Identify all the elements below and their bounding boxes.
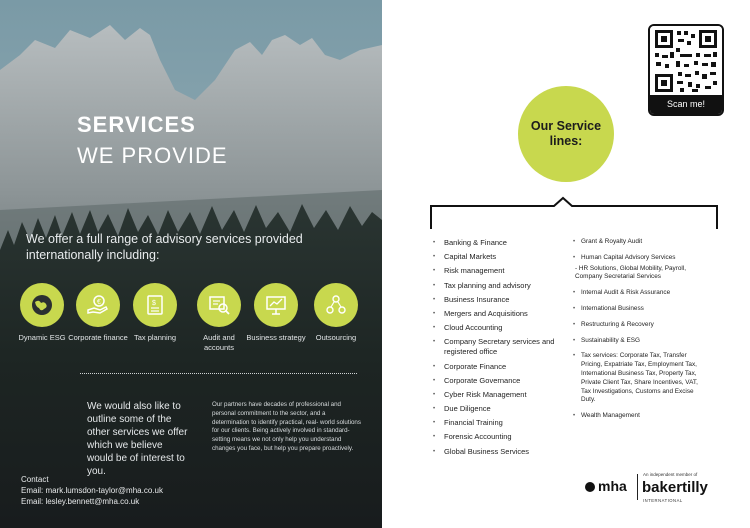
mha-mark-icon — [585, 482, 595, 492]
service-item-strategy — [246, 283, 306, 343]
service-line-text: • Tax planning and advisory — [444, 280, 531, 290]
contact-email-2[interactable]: Email: lesley.bennett@mha.co.uk — [21, 497, 140, 506]
intro-text: We offer a full range of advisory services provided internationally including: — [26, 232, 303, 262]
service-line-item — [575, 412, 705, 421]
service-item-audit — [189, 283, 249, 353]
service-line-item — [440, 309, 570, 319]
service-line-item — [440, 337, 570, 357]
contact-email-1[interactable]: Email: mark.lumsdon-taylor@mha.co.uk — [21, 486, 163, 495]
service-list-right — [575, 238, 705, 428]
service-line-text: • Financial Training — [444, 418, 503, 428]
service-line-text: • Mergers and Acquisitions — [444, 308, 528, 318]
mha-logo: mha — [585, 478, 627, 494]
service-line-text: • Human Capital Advisory Services — [581, 253, 676, 261]
service-line-text: • Global Business Services — [444, 446, 530, 456]
service-item-esg — [12, 283, 72, 343]
service-line-item — [575, 305, 705, 314]
qr-code-icon — [650, 26, 722, 96]
globe-icon — [20, 283, 64, 327]
service-line-text: • Cyber Risk Management — [444, 389, 527, 399]
international-text: INTERNATIONAL — [643, 498, 683, 503]
service-lines-title: lines: — [549, 134, 583, 148]
service-line-text: • Cloud Accounting — [444, 323, 503, 333]
service-line-text: - HR Solutions, Global Mobility, Payroll, Company Secretarial Services — [575, 264, 687, 281]
service-line-item — [440, 323, 570, 333]
people-network-icon — [314, 283, 358, 327]
service-line-text: • Company Secretary services and registered office — [444, 337, 555, 357]
hand-coin-icon — [76, 283, 120, 327]
service-label: Tax planning — [133, 333, 177, 342]
service-line-item — [575, 289, 705, 298]
service-line-text: • Banking & Finance — [444, 238, 507, 247]
bracket-divider — [430, 196, 718, 230]
service-line-item — [440, 390, 570, 400]
service-line-item — [440, 281, 570, 291]
service-line-text: • Corporate Governance — [444, 375, 521, 385]
service-line-item — [575, 238, 705, 247]
service-item-outsourcing — [306, 283, 366, 343]
outline-text: We would also like to outline some of the other services we offer which we believe would be of interest to you. — [87, 401, 188, 477]
service-line-item — [440, 362, 570, 372]
svg-text:$: $ — [152, 300, 156, 307]
service-line-item — [440, 295, 570, 305]
service-line-item — [440, 252, 570, 262]
service-line-text: • Capital Markets — [444, 252, 497, 262]
service-line-item — [575, 337, 705, 346]
service-line-subtext — [575, 265, 705, 283]
service-item-corporate-finance — [68, 283, 128, 343]
service-label: Audit and accounts — [203, 333, 235, 352]
service-list-left — [440, 238, 570, 461]
service-line-text: • Sustainability & ESG — [581, 336, 640, 344]
service-line-item — [440, 404, 570, 414]
partners-text: Our partners have decades of professional and personal commitment to the sector, and a determination to identify practical, real- world solutions for our clients. Being actively involved in standard-setting means we not only help you understand changes you face, but help you prepare proactively. — [212, 401, 361, 452]
tax-document-icon — [133, 283, 177, 327]
qr-code[interactable] — [648, 24, 724, 116]
service-line-text: • Risk management — [444, 266, 505, 276]
service-line-item — [440, 447, 570, 457]
service-line-item — [440, 238, 570, 248]
qr-caption: Scan me! — [650, 95, 722, 114]
logo-divider — [637, 474, 638, 500]
svg-text:€: € — [97, 299, 101, 306]
service-line-text: • International Business — [581, 304, 644, 312]
service-line-text: • Grant & Royalty Audit — [581, 238, 643, 245]
service-label: Business strategy — [246, 333, 306, 342]
services-heading: SERVICES — [77, 112, 196, 137]
service-line-text: • Tax services: Corporate Tax, Transfer Pricing, Expatriate Tax, Employment Tax, International Business Tax, Property Tax, Private Client Tax, Share Incentives, VAT, Tax Investigations, Customs and Excise Duty. — [581, 352, 698, 404]
service-line-text: • Corporate Finance — [444, 361, 507, 371]
service-line-item — [575, 321, 705, 330]
service-line-text: • Internal Audit & Risk Assurance — [581, 289, 671, 297]
service-item-tax-planning — [125, 283, 185, 343]
presentation-board-icon — [254, 283, 298, 327]
bakertilly-logo: bakertilly — [642, 479, 708, 496]
service-line-text: • Wealth Management — [581, 412, 640, 420]
service-line-item — [440, 432, 570, 442]
service-line-text: • Restructuring & Recovery — [581, 320, 654, 328]
service-label: Dynamic ESG — [18, 333, 66, 342]
member-text: An independent member of — [643, 472, 698, 477]
service-label: Corporate finance — [68, 333, 128, 342]
service-line-text: • Forensic Accounting — [444, 432, 512, 442]
service-lines-badge — [518, 86, 614, 182]
service-line-item — [440, 266, 570, 276]
we-provide-heading: WE PROVIDE — [77, 143, 228, 168]
contact-title: Contact — [21, 475, 49, 484]
service-line-item — [575, 254, 705, 263]
mha-bakertilly-logo — [585, 472, 727, 504]
dotted-divider — [80, 373, 357, 374]
audit-magnifier-icon — [197, 283, 241, 327]
service-line-item — [440, 376, 570, 386]
service-label: Outsourcing — [315, 333, 357, 342]
service-line-text: • Due Diligence — [444, 404, 491, 414]
service-line-text: • Business Insurance — [444, 294, 510, 304]
service-line-item — [440, 418, 570, 428]
contact-block — [21, 474, 163, 507]
service-line-item — [575, 352, 705, 405]
service-lines-title: Our Service — [530, 119, 602, 133]
